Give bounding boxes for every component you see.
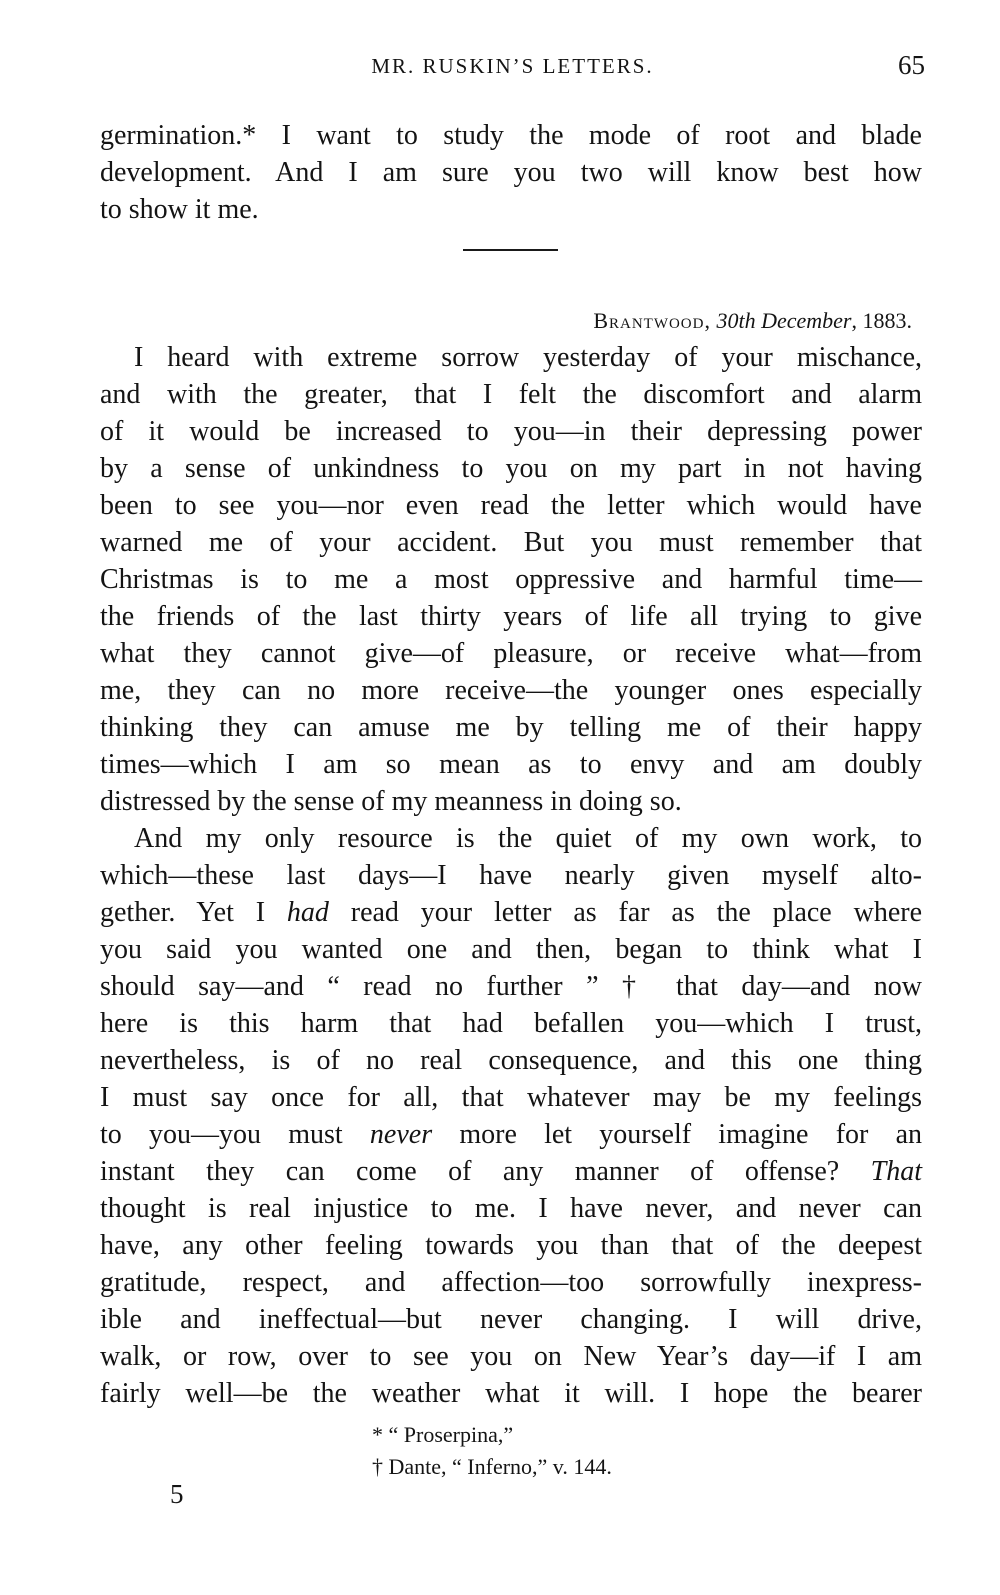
text-line: I heard with extreme sorrow yesterday of your mischance,: [134, 342, 922, 373]
running-head: [100, 50, 925, 86]
footnote: † Dante, “ Inferno,” v. 144.: [372, 1454, 612, 1479]
text-line: warned me of your accident. But you must remember that: [100, 527, 922, 558]
text-line: times—which I am so mean as to envy and am doubly: [100, 749, 922, 780]
signature-mark: 5: [170, 1479, 184, 1509]
text-line: have, any other feeling towards you than that of the deepest: [100, 1230, 922, 1261]
text-line: which—these last days—I have nearly given myself alto-: [100, 860, 922, 891]
text-line: I must say once for all, that whatever may be my feelings: [100, 1082, 922, 1113]
emphasis: never: [369, 1119, 433, 1150]
text-line: should say—and “ read no further ” † that day—and now: [100, 971, 922, 1002]
text-line: to show it me.: [100, 194, 259, 225]
page-number: 65: [898, 50, 925, 80]
text-line: of it would be increased to you—in their depressing power: [100, 416, 922, 447]
dateline-year: , 1883.: [851, 308, 912, 333]
text-line: been to see you—nor even read the letter which would have: [100, 490, 922, 521]
text-line: instant they can come of any manner of offense? That: [100, 1156, 922, 1187]
text-line: walk, or row, over to see you on New Year’s day—if I am: [100, 1341, 922, 1372]
dateline: [593, 308, 912, 334]
text-line: gratitude, respect, and affection—too sorrowfully inexpress-: [100, 1267, 922, 1298]
text-line: gether. Yet I had read your letter as far as the place where: [100, 897, 922, 928]
text-line: development. And I am sure you two will know best how: [100, 157, 922, 188]
text-line: germination.* I want to study the mode of root and blade: [100, 120, 922, 151]
emphasis: That: [870, 1156, 922, 1187]
text-line: me, they can no more receive—the younger ones especially: [100, 675, 922, 706]
text-line: thinking they can amuse me by telling me of their happy: [100, 712, 922, 743]
text-line: you said you wanted one and then, began to think what I: [100, 934, 922, 965]
text-line: ible and ineffectual—but never changing. I will drive,: [100, 1304, 922, 1335]
text-line: thought is real injustice to me. I have never, and never can: [100, 1193, 922, 1224]
text-line: And my only resource is the quiet of my own work, to: [134, 823, 922, 854]
text-line: what they cannot give—of pleasure, or receive what—from: [100, 638, 922, 669]
running-title: MR. RUSKIN’S LETTERS.: [371, 54, 654, 78]
emphasis: had: [286, 897, 329, 928]
text-line: and with the greater, that I felt the discomfort and alarm: [100, 379, 922, 410]
text-line: fairly well—be the weather what it will. I hope the bearer: [100, 1378, 922, 1409]
text-line: distressed by the sense of my meanness in doing so.: [100, 786, 682, 817]
text-line: here is this harm that had befallen you—which I trust,: [100, 1008, 922, 1039]
text-line: by a sense of unkindness to you on my part in not having: [100, 453, 922, 484]
dateline-day: 30th December: [716, 308, 852, 333]
dateline-place: Brantwood,: [593, 308, 711, 333]
footnote: * “ Proserpina,”: [372, 1422, 514, 1447]
text-line: to you—you must never more let yourself imagine for an: [100, 1119, 923, 1150]
text-line: nevertheless, is of no real consequence, and this one thing: [100, 1045, 922, 1076]
text-line: Christmas is to me a most oppressive and harmful time—: [100, 564, 922, 595]
text-line: the friends of the last thirty years of life all trying to give: [100, 601, 922, 632]
section-divider: [463, 249, 558, 251]
